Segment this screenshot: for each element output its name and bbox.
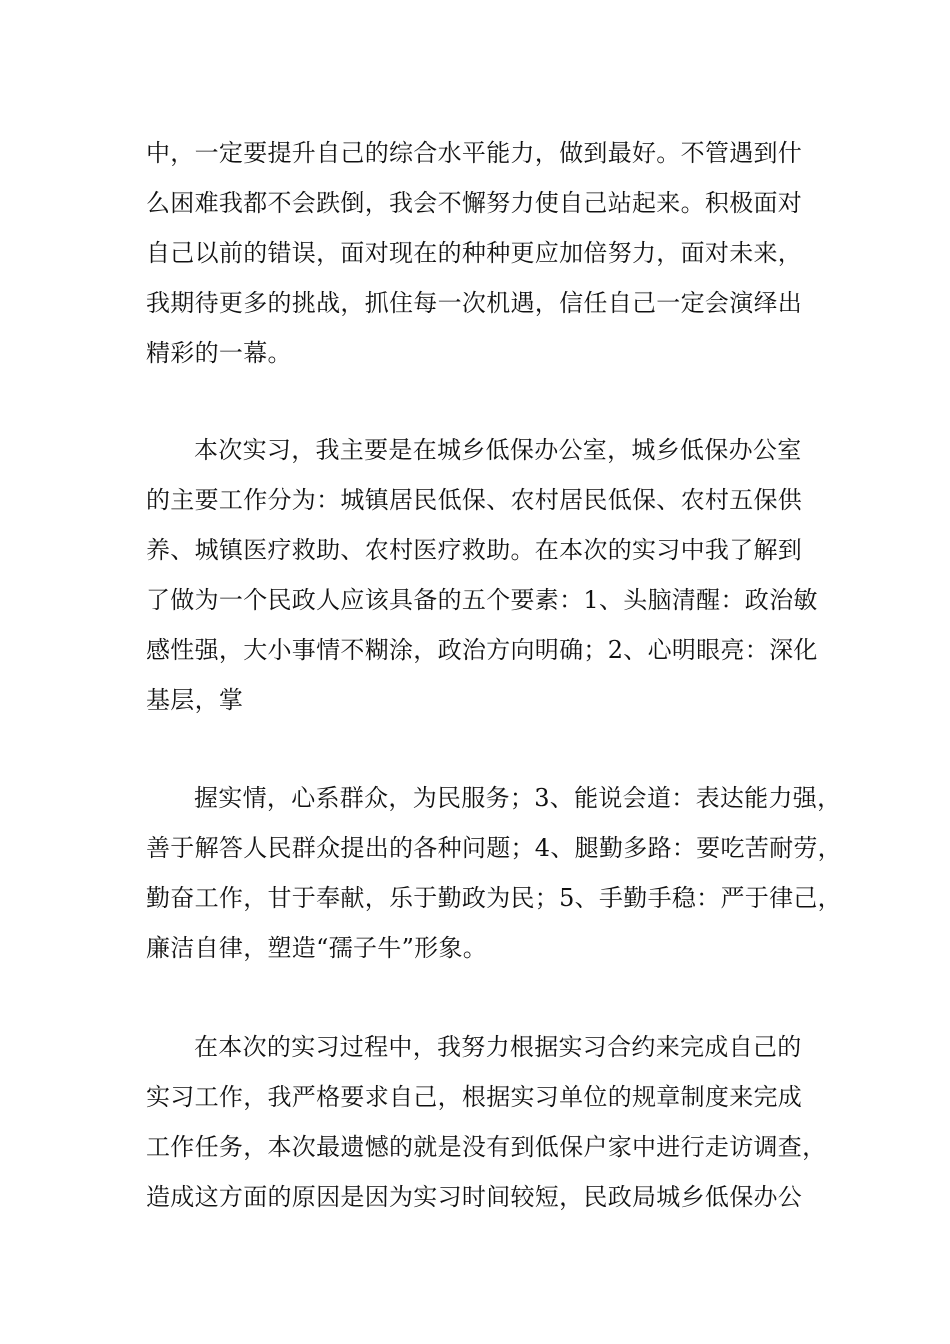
text-line: 的主要工作分为：城镇居民低保、农村居民低保、农村五保供 xyxy=(146,486,803,514)
text-line: 工作任务，本次最遗憾的就是没有到低保户家中进行走访调查， xyxy=(146,1133,827,1161)
text-line: 本次实习，我主要是在城乡低保办公室，城乡低保办公室 xyxy=(194,436,802,464)
text-line: 善于解答人民群众提出的各种问题；4、腿勤多路：要吃苦耐劳， xyxy=(146,834,842,862)
text-line: 么困难我都不会跌倒，我会不懈努力使自己站起来。积极面对 xyxy=(146,189,803,217)
text-line: 我期待更多的挑战，抓住每一次机遇，信任自己一定会演绎出 xyxy=(146,289,803,317)
text-line: 自己以前的错误，面对现在的种种更应加倍努力，面对未来， xyxy=(146,239,803,267)
text-line: 中，一定要提升自己的综合水平能力，做到最好。不管遇到什 xyxy=(146,139,803,167)
text-line: 勤奋工作，甘于奉献，乐于勤政为民；5、手勤手稳：严于律己， xyxy=(146,884,842,912)
text-line: 感性强，大小事情不糊涂，政治方向明确；2、心明眼亮：深化 xyxy=(146,636,818,664)
text-line: 握实情，心系群众，为民服务；3、能说会道：表达能力强， xyxy=(194,784,842,812)
text-line: 廉洁自律，塑造“孺子牛”形象。 xyxy=(146,934,488,962)
text-line: 造成这方面的原因是因为实习时间较短，民政局城乡低保办公 xyxy=(146,1183,803,1211)
text-line: 基层，掌 xyxy=(146,686,244,714)
text-line: 实习工作，我严格要求自己，根据实习单位的规章制度来完成 xyxy=(146,1083,803,1111)
text-line: 了做为一个民政人应该具备的五个要素：1、头脑清醒：政治敏 xyxy=(146,586,818,614)
text-line: 在本次的实习过程中，我努力根据实习合约来完成自己的 xyxy=(194,1033,802,1061)
text-line: 养、城镇医疗救助、农村医疗救助。在本次的实习中我了解到 xyxy=(146,536,803,564)
text-line: 精彩的一幕。 xyxy=(146,339,292,367)
